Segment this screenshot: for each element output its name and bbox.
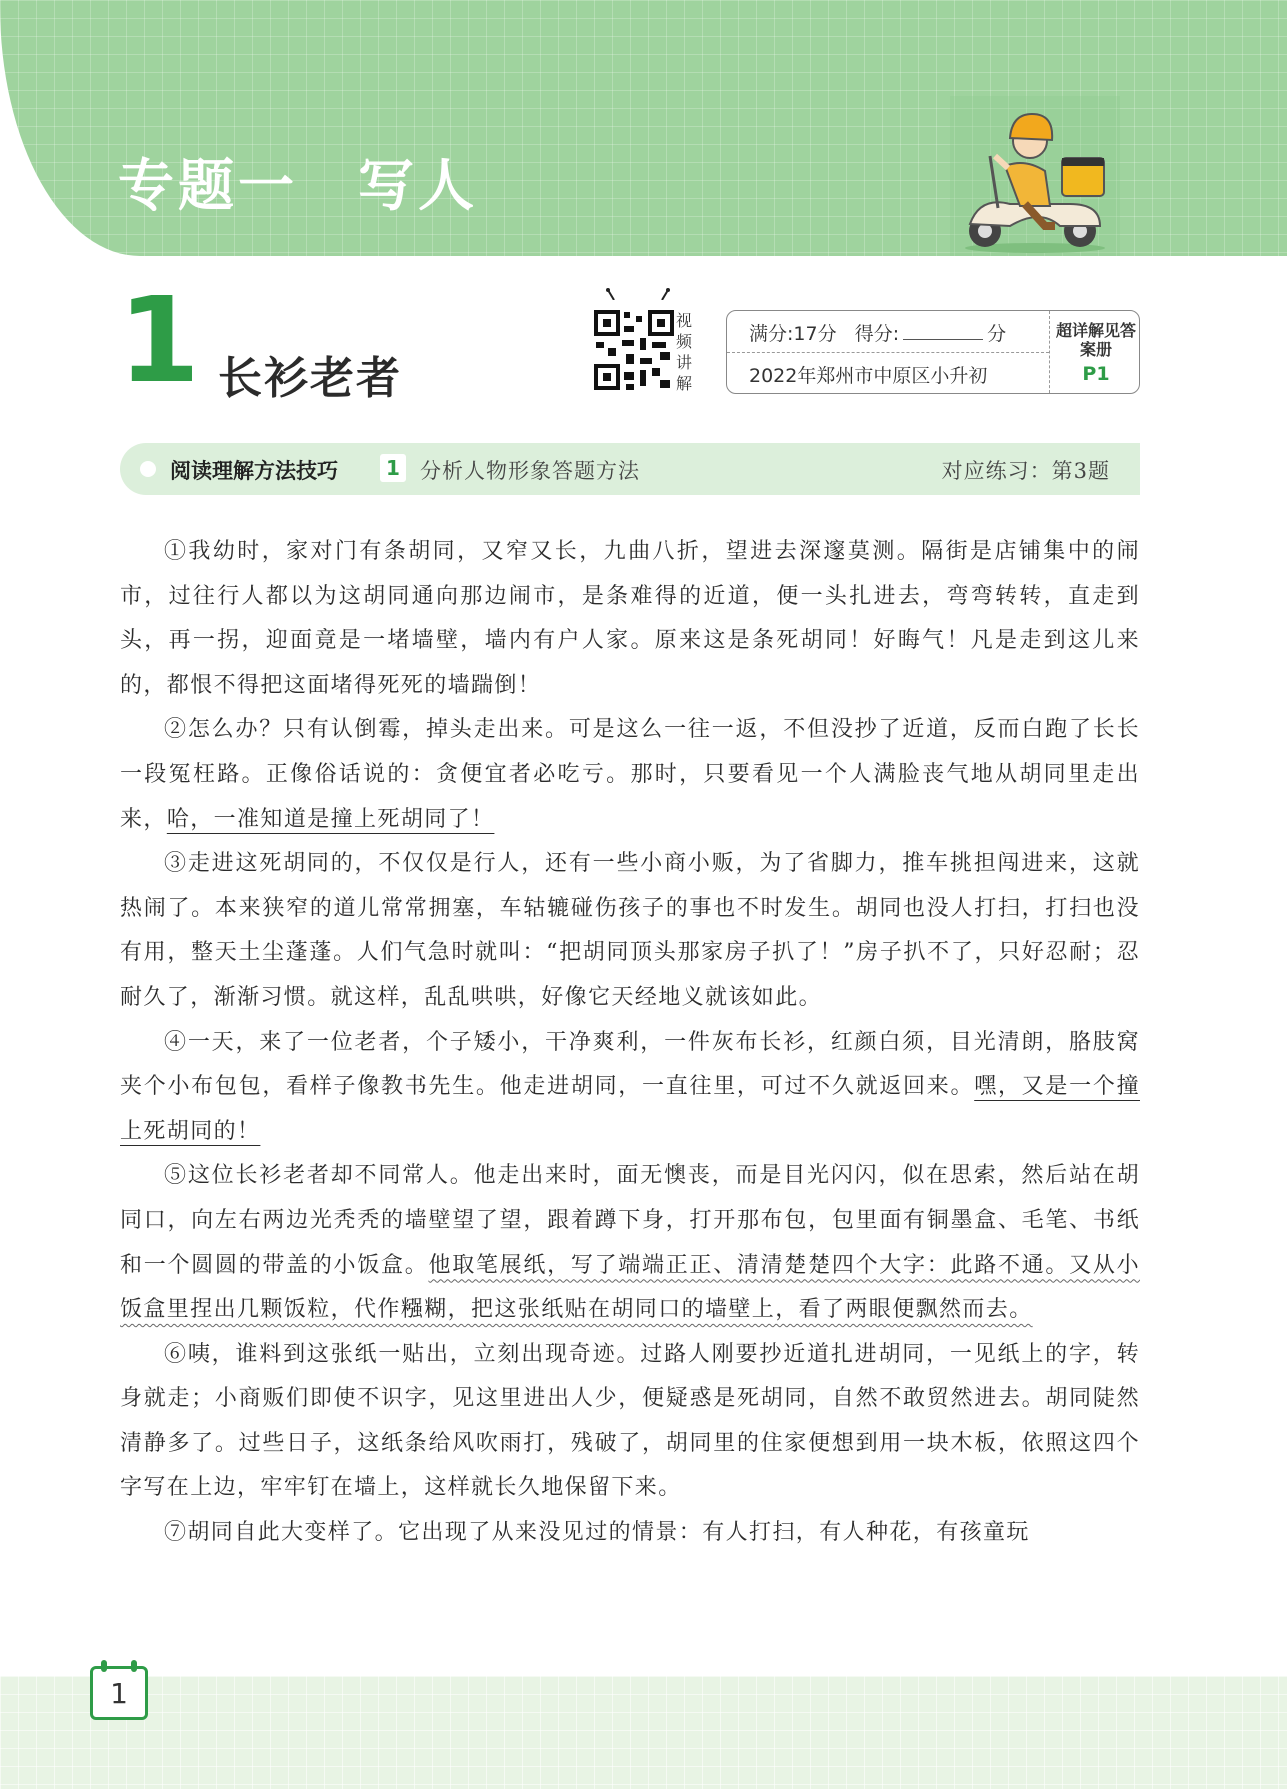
answer-page: P1 — [1082, 363, 1110, 385]
score-box-divider — [1049, 311, 1050, 393]
score-box — [726, 310, 1140, 394]
score-line — [749, 319, 1006, 346]
qr-code-icon[interactable] — [594, 294, 674, 392]
lesson-title: 长衫老者 — [218, 353, 402, 404]
wavy-underlined-sentence: 他取笔展纸，写了端端正正、清清楚楚四个大字：此路不通。又从小饭盒里捏出几颗饭粒，代作糨糊，把这张纸贴在胡同口的墙壁上，看了两眼便飘然而去。 — [120, 1252, 1140, 1323]
method-tip-bar — [120, 443, 1140, 495]
calendar-ring-icon — [101, 1660, 107, 1672]
header-band — [0, 0, 1287, 256]
unit-title: 专题一 写人 — [118, 154, 478, 219]
score-blank[interactable] — [903, 323, 983, 340]
exam-source: 2022年郑州市中原区小升初 — [749, 365, 988, 387]
method-label: 阅读理解方法技巧 — [170, 459, 338, 483]
scooter-rider-illustration — [950, 96, 1120, 256]
underlined-sentence: 哈，一准知道是撞上死胡同了！ — [166, 806, 495, 832]
article-body — [120, 530, 1140, 1556]
paragraph-2-text: ②怎么办？只有认倒霉，掉头走出来。可是这么一往一返，不但没抄了近道，反而白跑了长长一段冤枉路。正像俗话说的：贪便宜者必吃亏。那时，只要看见一个人满脸丧气地从胡同里走出来， — [120, 717, 1140, 832]
paragraph-3: ③走进这死胡同的，不仅仅是行人，还有一些小商小贩，为了省脚力，推车挑担闯进来，这就热闹了。本来狭窄的道儿常常拥塞，车轱辘碰伤孩子的事也不时发生。胡同也没人打扫，打扫也没有用，整天土尘蓬蓬。人们气急时就叫：“把胡同顶头那家房子扒了！”房子扒不了，只好忍耐；忍耐久了，渐渐习惯。就这样，乱乱哄哄，好像它天经地义就该如此。 — [120, 851, 1140, 1010]
paragraph-4 — [120, 1021, 1140, 1155]
underlined-sentence: 嘿，又是一个撞上死胡同的！ — [120, 1074, 1140, 1144]
paragraph-2 — [120, 708, 1140, 842]
method-practice-ref: 对应练习：第3题 — [941, 459, 1110, 483]
page-number: 1 — [110, 1677, 128, 1710]
method-number: 1 — [380, 454, 406, 482]
paragraph-6: ⑥咦，谁料到这张纸一贴出，立刻出现奇迹。过路人刚要抄近道扎进胡同，一见纸上的字，转身就走；小商贩们即使不识字，见这里进出人少，便疑惑是死胡同，自然不敢贸然进去。胡同陡然清静多了。过些日子，这纸条给风吹雨打，残破了，胡同里的住家便想到用一块木板，依照这四个字写在上边，牢牢钉在墙上，这样就长久地保留下来。 — [120, 1341, 1140, 1501]
page-number-badge — [90, 1666, 148, 1720]
paragraph-7: ⑦胡同自此大变样了。它出现了从来没见过的情景：有人打扫，有人种花，有孩童玩 — [164, 1520, 1030, 1546]
method-topic: 分析人物形象答题方法 — [420, 459, 640, 483]
got-score-label: 得分: — [854, 323, 900, 345]
paragraph-4-text: ④一天，来了一位老者，个子矮小，干净爽利，一件灰布长衫，红颜白须，目光清朗，胳肢窝夹个小布包包，看样子像教书先生。他走进胡同，一直往里，可过不久就返回来。 — [120, 1029, 1140, 1100]
paragraph-1: ①我幼时，家对门有条胡同，又窄又长，九曲八折，望进去深邃莫测。隔街是店铺集中的闹市，过往行人都以为这胡同通向那边闹市，是条难得的近道，便一头扎进去，弯弯转转，直走到头，再一拐，迎面竟是一堵墙壁，墙内有户人家。原来这是条死胡同！好晦气！凡是走到这儿来的，都恨不得把这面堵得死死的墙踹倒！ — [120, 539, 1140, 698]
score-box-divider — [727, 352, 1049, 353]
bullet-dot-icon — [140, 461, 156, 477]
score-unit: 分 — [987, 323, 1007, 345]
lesson-number: 1 — [118, 271, 201, 409]
full-score: 满分:17分 — [749, 323, 837, 345]
qr-video-label: 视频讲解 — [676, 311, 693, 393]
paragraph-5-text: ⑤这位长衫老者却不同常人。他走出来时，面无懊丧，而是目光闪闪，似在思索，然后站在胡同口，向左右两边光秃秃的墙壁望了望，跟着蹲下身，打开那布包，包里面有铜墨盒、毛笔、书纸和一个圆圆的带盖的小饭盒。 — [120, 1163, 1140, 1278]
paragraph-5 — [120, 1154, 1140, 1332]
footer-band — [0, 1676, 1287, 1789]
calendar-ring-icon — [131, 1660, 137, 1672]
answer-reference: 超详解见答案册 — [1055, 321, 1136, 359]
